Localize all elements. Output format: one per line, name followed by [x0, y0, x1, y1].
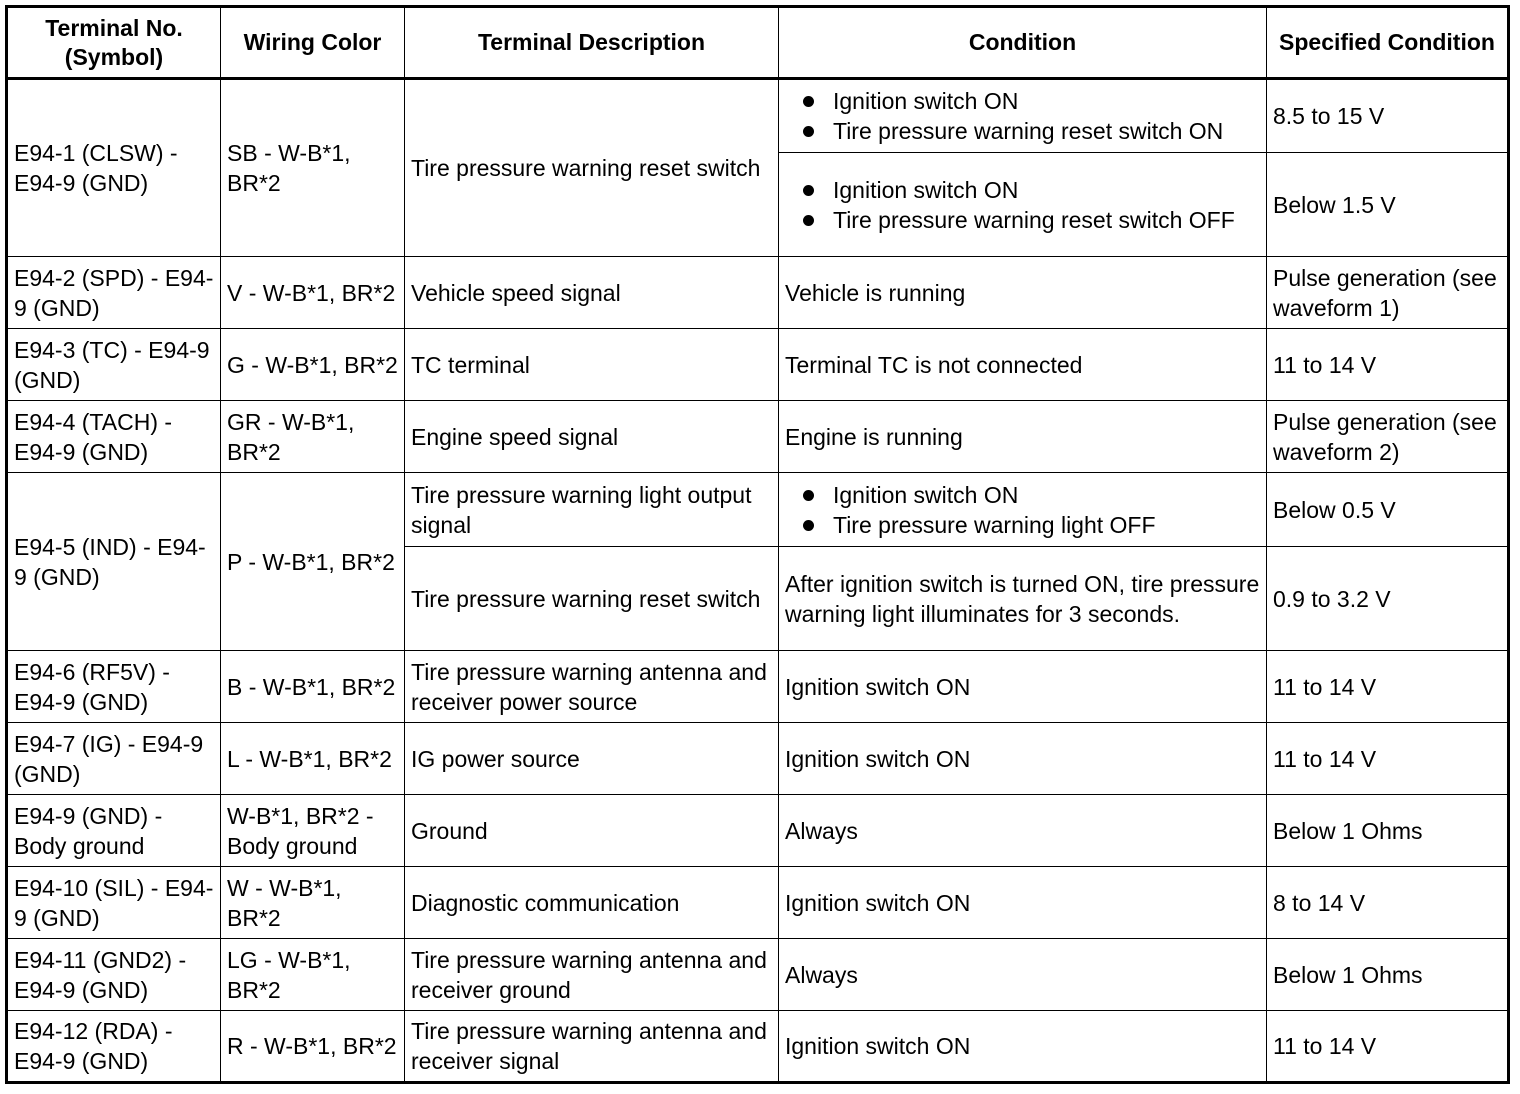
condition-cell: Ignition switch ON: [779, 867, 1267, 939]
condition-item: [785, 175, 1260, 205]
header-condition: Condition: [779, 7, 1267, 79]
terminal-cell: E94-11 (GND2) - E94-9 (GND): [7, 939, 221, 1011]
specified-cell: 11 to 14 V: [1267, 651, 1509, 723]
condition-cell: Ignition switch ON: [779, 1011, 1267, 1083]
specified-cell: 8.5 to 15 V: [1267, 79, 1509, 153]
table-row: [7, 867, 1509, 939]
condition-list: [785, 86, 1260, 146]
condition-cell: Ignition switch ON: [779, 651, 1267, 723]
bullet-icon: [803, 520, 814, 531]
bullet-icon: [803, 185, 814, 196]
description-cell: Tire pressure warning reset switch: [405, 547, 779, 651]
terminal-cell: E94-10 (SIL) - E94-9 (GND): [7, 867, 221, 939]
wiring-color-cell: P - W-B*1, BR*2: [221, 473, 405, 651]
table-body: [7, 79, 1509, 1083]
condition-cell: Vehicle is running: [779, 257, 1267, 329]
specified-cell: 8 to 14 V: [1267, 867, 1509, 939]
wiring-color-cell: G - W-B*1, BR*2: [221, 329, 405, 401]
description-cell: Tire pressure warning reset switch: [405, 79, 779, 257]
wiring-color-cell: R - W-B*1, BR*2: [221, 1011, 405, 1083]
header-row: [7, 7, 1509, 79]
terminal-cell: E94-6 (RF5V) - E94-9 (GND): [7, 651, 221, 723]
description-cell: Tire pressure warning antenna and receiver power source: [405, 651, 779, 723]
description-cell: Tire pressure warning antenna and receiver ground: [405, 939, 779, 1011]
table-row: [7, 329, 1509, 401]
specified-cell: Pulse generation (see waveform 1): [1267, 257, 1509, 329]
terminal-cell: E94-12 (RDA) - E94-9 (GND): [7, 1011, 221, 1083]
terminal-cell: E94-7 (IG) - E94-9 (GND): [7, 723, 221, 795]
description-cell: IG power source: [405, 723, 779, 795]
header-terminal-description: Terminal Description: [405, 7, 779, 79]
header-terminal: Terminal No. (Symbol): [7, 7, 221, 79]
table-row: [7, 401, 1509, 473]
terminal-spec-table: [5, 5, 1510, 1084]
condition-cell: [779, 473, 1267, 547]
terminal-cell: E94-3 (TC) - E94-9 (GND): [7, 329, 221, 401]
condition-item-text: Tire pressure warning reset switch OFF: [833, 206, 1235, 233]
condition-item: [785, 205, 1260, 235]
condition-item-text: Ignition switch ON: [833, 176, 1019, 203]
description-cell: Tire pressure warning light output signal: [405, 473, 779, 547]
condition-cell: Engine is running: [779, 401, 1267, 473]
specified-cell: 11 to 14 V: [1267, 723, 1509, 795]
wiring-color-cell: W - W-B*1, BR*2: [221, 867, 405, 939]
table-row: [7, 939, 1509, 1011]
table-row: [7, 651, 1509, 723]
condition-item: [785, 116, 1260, 146]
description-cell: TC terminal: [405, 329, 779, 401]
table-row: [7, 79, 1509, 153]
condition-cell: After ignition switch is turned ON, tire pressure warning light illuminates for 3 seconds.: [779, 547, 1267, 651]
bullet-icon: [803, 490, 814, 501]
condition-cell: [779, 153, 1267, 257]
description-cell: Ground: [405, 795, 779, 867]
specified-cell: 11 to 14 V: [1267, 1011, 1509, 1083]
header-specified-condition: Specified Condition: [1267, 7, 1509, 79]
condition-cell: [779, 79, 1267, 153]
specified-cell: Below 1 Ohms: [1267, 795, 1509, 867]
table-row: [7, 473, 1509, 547]
wiring-color-cell: L - W-B*1, BR*2: [221, 723, 405, 795]
wiring-color-cell: GR - W-B*1, BR*2: [221, 401, 405, 473]
terminal-cell: E94-1 (CLSW) - E94-9 (GND): [7, 79, 221, 257]
table-row: [7, 795, 1509, 867]
description-cell: Engine speed signal: [405, 401, 779, 473]
condition-item: [785, 510, 1260, 540]
condition-item-text: Tire pressure warning reset switch ON: [833, 118, 1224, 144]
specified-cell: 11 to 14 V: [1267, 329, 1509, 401]
condition-cell: Always: [779, 795, 1267, 867]
condition-cell: Terminal TC is not connected: [779, 329, 1267, 401]
table-header: [7, 7, 1509, 79]
bullet-icon: [803, 126, 814, 137]
terminal-cell: E94-9 (GND) - Body ground: [7, 795, 221, 867]
condition-item-text: Tire pressure warning light OFF: [833, 511, 1156, 538]
description-cell: Vehicle speed signal: [405, 257, 779, 329]
condition-item: [785, 86, 1260, 116]
wiring-color-cell: W-B*1, BR*2 - Body ground: [221, 795, 405, 867]
specified-cell: Pulse generation (see waveform 2): [1267, 401, 1509, 473]
specified-cell: Below 1.5 V: [1267, 153, 1509, 257]
wiring-color-cell: LG - W-B*1, BR*2: [221, 939, 405, 1011]
condition-list: [785, 175, 1260, 235]
condition-cell: Ignition switch ON: [779, 723, 1267, 795]
condition-item-text: Ignition switch ON: [833, 88, 1019, 114]
condition-item-text: Ignition switch ON: [833, 481, 1019, 508]
table-row: [7, 257, 1509, 329]
condition-cell: Always: [779, 939, 1267, 1011]
wiring-color-cell: SB - W-B*1, BR*2: [221, 79, 405, 257]
table-row: [7, 723, 1509, 795]
terminal-cell: E94-2 (SPD) - E94-9 (GND): [7, 257, 221, 329]
table-row: [7, 1011, 1509, 1083]
wiring-color-cell: B - W-B*1, BR*2: [221, 651, 405, 723]
bullet-icon: [803, 215, 814, 226]
terminal-cell: E94-4 (TACH) - E94-9 (GND): [7, 401, 221, 473]
condition-list: [785, 480, 1260, 540]
condition-item: [785, 480, 1260, 510]
header-wiring-color: Wiring Color: [221, 7, 405, 79]
specified-cell: Below 1 Ohms: [1267, 939, 1509, 1011]
bullet-icon: [803, 96, 814, 107]
specified-cell: Below 0.5 V: [1267, 473, 1509, 547]
wiring-color-cell: V - W-B*1, BR*2: [221, 257, 405, 329]
terminal-cell: E94-5 (IND) - E94-9 (GND): [7, 473, 221, 651]
description-cell: Diagnostic communication: [405, 867, 779, 939]
specified-cell: 0.9 to 3.2 V: [1267, 547, 1509, 651]
description-cell: Tire pressure warning antenna and receiver signal: [405, 1011, 779, 1083]
